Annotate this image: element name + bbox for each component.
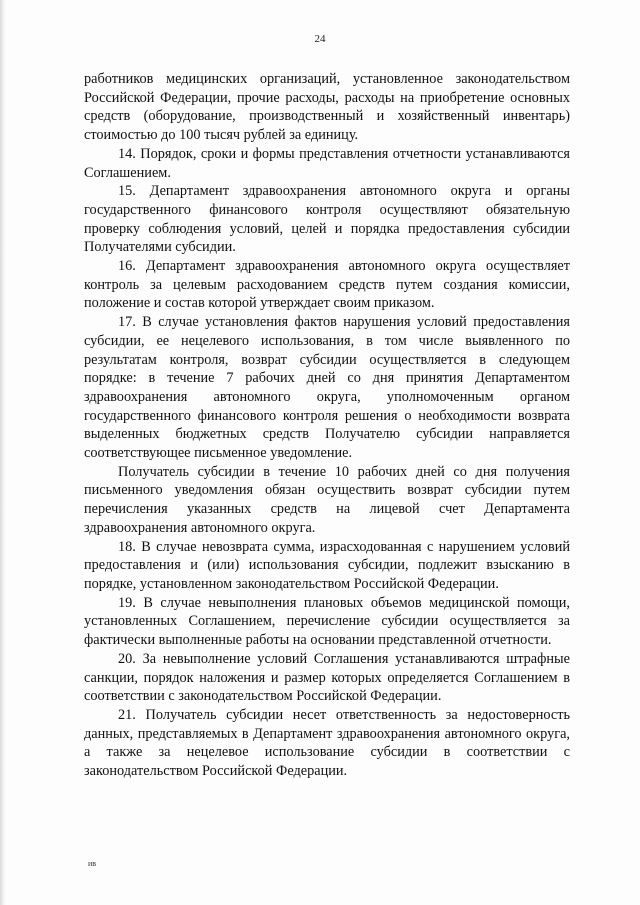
paragraph-21: 21. Получатель субсидии несет ответственность за недостоверность данных, представляемых в Департамент здравоохранения автономного округа, а также за нецелевое использование субсидии в соответствии с законодательством Российской Федерации. — [84, 706, 570, 780]
paragraph-19: 19. В случае невыполнения плановых объемов медицинской помощи, установленных Соглашением, перечисление субсидии осуществляется за фактически выполненные работы на основании представленной отчетности. — [84, 594, 570, 649]
document-body — [84, 70, 570, 781]
paragraph-17-return: Получатель субсидии в течение 10 рабочих дней со дня получения письменного уведомления обязан осуществить возврат субсидии путем перечисления указанных средств на лицевой счет Департамента здравоохранения автономного округа. — [84, 463, 570, 536]
paragraph-16: 16. Департамент здравоохранения автономного округа осуществляет контроль за целевым расходованием средств путем создания комиссии, положение и состав которой утверждает своим приказом. — [84, 258, 570, 312]
footer-initials: ив — [88, 859, 97, 868]
scan-edge-shadow — [0, 0, 6, 905]
paragraph-15: 15. Департамент здравоохранения автономного округа и органы государственного финансового контроля осуществляют обязательную проверку соблюдения условий, целей и порядка предоставления субсидии Получателями субсидии. — [84, 183, 570, 256]
paragraph-17: 17. В случае установления фактов нарушения условий предоставления субсидии, ее нецелевого использования, в том числе выявленного по результатам контроля, возврат субсидии осуществляется в следующем порядке: в течение 7 рабочих дней со дня принятия Департаментом здравоохранения автономного округа, уполномоченным органом государственного финансового контроля решения о необходимости возврата выделенных бюджетных средств Получателю субсидии направляется соответствующее письменное уведомление. — [84, 314, 570, 462]
paragraph-14: 14. Порядок, сроки и формы представления отчетности устанавливаются Соглашением. — [84, 145, 570, 181]
page-number: 24 — [314, 33, 326, 45]
paragraph-continuation: работников медицинских организаций, установленное законодательством Российской Федерации, прочие расходы, расходы на приобретение основных средств (оборудование, производственный и хозяйственный инвентарь) стоимостью до 100 тысяч рублей за единицу. — [84, 71, 570, 144]
paragraph-20: 20. За невыполнение условий Соглашения устанавливаются штрафные санкции, порядок наложения и размер которых определяется Соглашением в соответствии с законодательством Российской Федерации. — [84, 650, 570, 705]
paragraph-18: 18. В случае невозврата сумма, израсходованная с нарушением условий предоставления и (или) использования субсидии, подлежит взысканию в порядке, установленном законодательством Российской Федерации. — [84, 538, 570, 592]
